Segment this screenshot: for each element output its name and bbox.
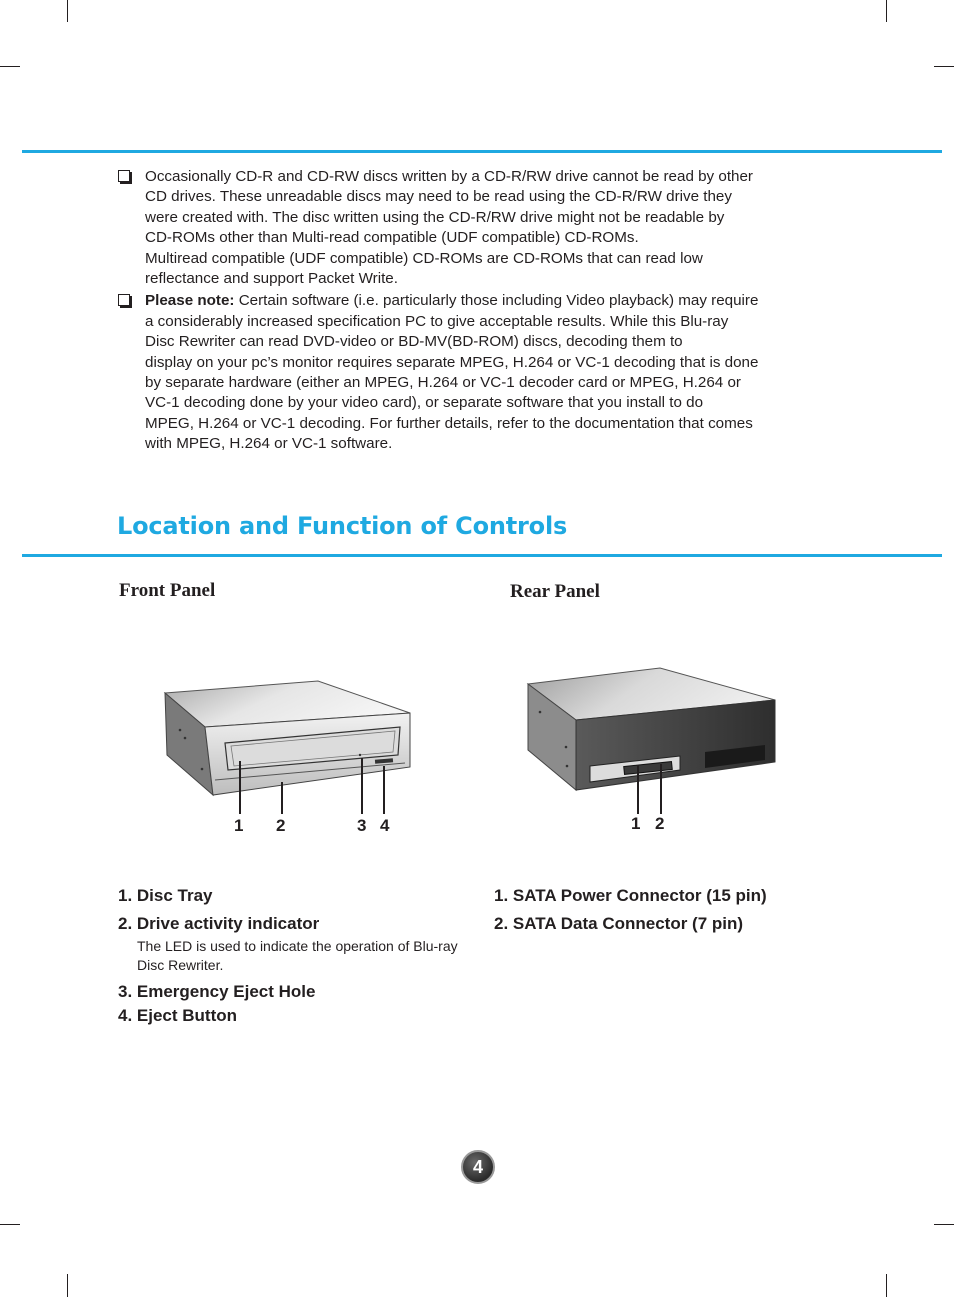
note-bullet-1 bbox=[118, 167, 848, 289]
front-callout-2: 2 bbox=[276, 816, 286, 835]
front-item-emergency-eject: 3. Emergency Eject Hole bbox=[118, 982, 316, 1001]
front-callout-1: 1 bbox=[234, 816, 244, 835]
rear-item-data-connector: 2. SATA Data Connector (7 pin) bbox=[494, 914, 744, 933]
note-line: Disc Rewriter can read DVD-video or BD-MV(BD-ROM) discs, decoding them to bbox=[145, 333, 683, 351]
note-line: CD drives. These unreadable discs may need to be read using the CD-R/RW drive they bbox=[145, 188, 732, 206]
page-number: 4 bbox=[461, 1150, 495, 1184]
front-panel-title: Front Panel bbox=[119, 580, 216, 601]
rear-drive-illustration bbox=[520, 662, 782, 794]
crop-mark bbox=[934, 66, 954, 67]
note-line: VC-1 decoding done by your video card), or separate software that you install to do bbox=[145, 394, 704, 412]
crop-mark bbox=[67, 0, 68, 22]
note-bullet-2 bbox=[118, 291, 848, 454]
checkbox-bullet-icon bbox=[118, 294, 130, 306]
rear-panel-title: Rear Panel bbox=[510, 581, 600, 602]
front-callout-4: 4 bbox=[380, 816, 390, 835]
note-line: MPEG, H.264 or VC-1 decoding. For further details, refer to the documentation that comes bbox=[145, 414, 753, 432]
callout-line bbox=[239, 761, 241, 814]
rear-callout-2: 2 bbox=[655, 814, 665, 833]
crop-mark bbox=[886, 1274, 887, 1297]
note-line: by separate hardware (either an MPEG, H.264 or VC-1 decoder card or MPEG, H.264 or bbox=[145, 374, 741, 392]
front-drive-illustration bbox=[155, 675, 420, 800]
front-item-activity-note: The LED is used to indicate the operation of Blu-ray Disc Rewriter. bbox=[137, 938, 458, 973]
callout-line bbox=[383, 766, 385, 814]
section-rule bbox=[22, 554, 942, 557]
note-line: a considerably increased specification PC to give acceptable results. While this Blu-ray bbox=[145, 312, 729, 330]
crop-mark bbox=[0, 66, 20, 67]
note-line: were created with. The disc written using the CD-R/RW drive might not be readable by bbox=[145, 208, 725, 226]
front-item-eject-button: 4. Eject Button bbox=[118, 1006, 238, 1025]
note-line: CD-ROMs other than Multi-read compatible (UDF compatible) CD-ROMs. bbox=[145, 229, 639, 247]
note-line: Occasionally CD-R and CD-RW discs written by a CD-R/RW drive cannot be read by other bbox=[145, 168, 753, 185]
note-text: Certain software (i.e. particularly those including Video playback) may require bbox=[234, 292, 759, 310]
please-note-label: Please note: bbox=[145, 292, 235, 310]
crop-mark bbox=[934, 1224, 954, 1225]
rear-callout-1: 1 bbox=[631, 814, 641, 833]
note-line: display on your pc’s monitor requires separate MPEG, H.264 or VC-1 decoding that is done bbox=[145, 353, 759, 371]
callout-line bbox=[637, 765, 639, 814]
front-item-disc-tray: 1. Disc Tray bbox=[118, 886, 213, 905]
crop-mark bbox=[0, 1224, 20, 1225]
checkbox-bullet-icon bbox=[118, 170, 130, 182]
front-panel-list bbox=[118, 885, 458, 1027]
top-rule bbox=[22, 150, 942, 153]
rear-panel-list bbox=[494, 885, 834, 935]
front-callout-3: 3 bbox=[357, 816, 367, 835]
callout-line bbox=[660, 764, 662, 814]
notes-list bbox=[118, 167, 848, 457]
note-line: Multiread compatible (UDF compatible) CD-ROMs are CD-ROMs that can read low bbox=[145, 249, 703, 267]
callout-line bbox=[281, 782, 283, 814]
note-line bbox=[145, 291, 848, 311]
callout-line bbox=[361, 758, 363, 814]
crop-mark bbox=[67, 1274, 68, 1297]
section-title: Location and Function of Controls bbox=[117, 512, 568, 540]
crop-mark bbox=[886, 0, 887, 22]
front-item-activity-indicator: 2. Drive activity indicator bbox=[118, 914, 320, 933]
note-line: reflectance and support Packet Write. bbox=[145, 270, 398, 288]
note-line: with MPEG, H.264 or VC-1 software. bbox=[145, 435, 393, 453]
rear-item-power-connector: 1. SATA Power Connector (15 pin) bbox=[494, 886, 767, 905]
